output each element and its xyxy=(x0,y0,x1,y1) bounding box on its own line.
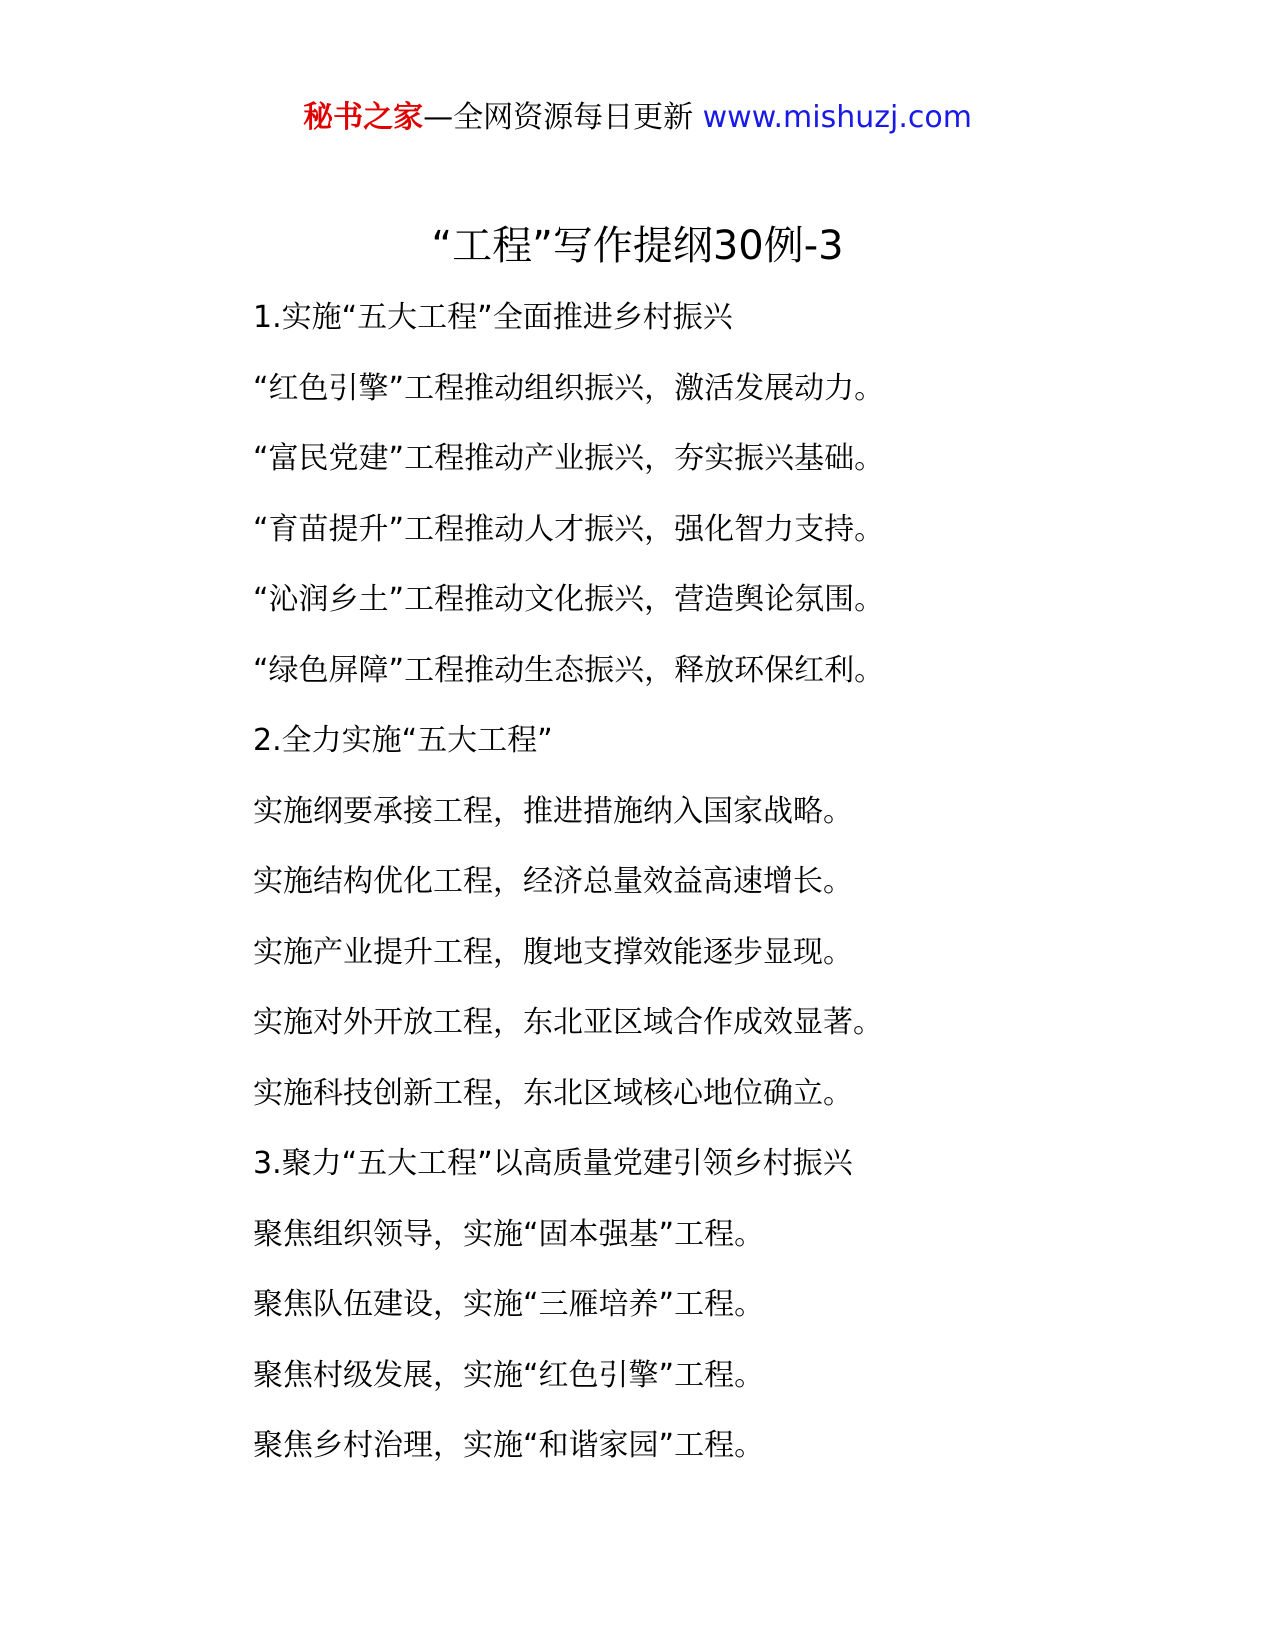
site-header xyxy=(0,96,1275,140)
document-title: “工程”写作提纲30例-3 xyxy=(431,223,844,269)
section-heading: 3.聚力“五大工程”以高质量党建引领乡村振兴 xyxy=(253,1146,853,1181)
site-url[interactable]: www.mishuzj.com xyxy=(702,100,972,135)
body-line: 聚焦乡村治理，实施“和谐家园”工程。 xyxy=(253,1428,765,1463)
brand-name: 秘书之家 xyxy=(303,100,424,135)
body-line: 聚焦队伍建设，实施“三雁培养”工程。 xyxy=(253,1287,765,1322)
body-line: “沁润乡土”工程推动文化振兴，营造舆论氛围。 xyxy=(253,582,885,617)
body-line: 实施结构优化工程，经济总量效益高速增长。 xyxy=(253,864,853,899)
document-body xyxy=(253,298,1233,1497)
body-line: “育苗提升”工程推动人才振兴，强化智力支持。 xyxy=(253,511,885,547)
body-line: 实施科技创新工程，东北区域核心地位确立。 xyxy=(253,1075,853,1111)
body-line: 聚焦村级发展，实施“红色引擎”工程。 xyxy=(253,1357,765,1393)
body-line: 实施对外开放工程，东北亚区域合作成效显著。 xyxy=(253,1005,883,1040)
body-line: “富民党建”工程推动产业振兴，夯实振兴基础。 xyxy=(253,441,885,476)
section-heading: 1.实施“五大工程”全面推进乡村振兴 xyxy=(253,300,733,335)
body-line: “绿色屏障”工程推动生态振兴，释放环保红利。 xyxy=(253,652,885,688)
body-line: 聚焦组织领导，实施“固本强基”工程。 xyxy=(253,1216,765,1252)
body-line: “红色引擎”工程推动组织振兴，激活发展动力。 xyxy=(253,370,885,406)
section-heading: 2.全力实施“五大工程” xyxy=(253,723,553,758)
header-tagline: —全网资源每日更新 xyxy=(423,100,703,135)
body-line: 实施纲要承接工程，推进措施纳入国家战略。 xyxy=(253,793,853,829)
body-line: 实施产业提升工程，腹地支撑效能逐步显现。 xyxy=(253,934,853,970)
